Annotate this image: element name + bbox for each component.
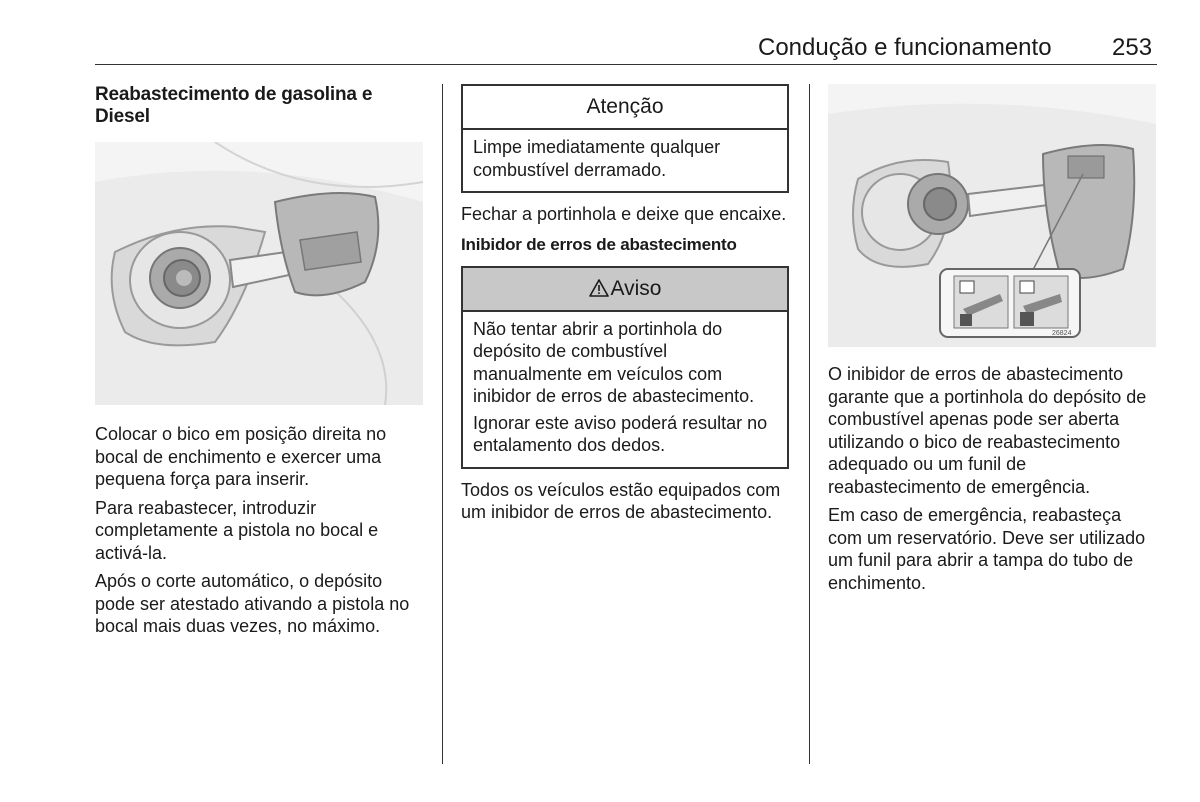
misfuel-inhibitor-illustration bbox=[828, 84, 1156, 347]
warning-text: Não tentar abrir a portinhola do depósito de combustível manualmente em veículos com inibidor de erros de abastecimento. bbox=[473, 318, 755, 406]
column-2 bbox=[461, 84, 789, 530]
warning-title: Aviso bbox=[610, 276, 662, 300]
fuel-door-illustration bbox=[95, 142, 423, 405]
warning-text: Ignorar este aviso poderá resultar no entalamento dos dedos. bbox=[473, 412, 768, 455]
body-paragraph: Após o corte automático, o depósito pode ser atestado ativando a pistola no bocal mais duas vezes, no máximo. bbox=[95, 571, 410, 636]
body-paragraph: Para reabastecer, introduzir completamente a pistola no bocal e activá-la. bbox=[95, 497, 379, 563]
attention-text: Limpe imediatamente qualquer combustível derramado. bbox=[473, 137, 721, 180]
section-heading: Reabastecimento de gasolina e Diesel bbox=[95, 84, 373, 127]
body-paragraph: O inibidor de erros de abastecimento garante que a portinhola do depósito de combustível apenas pode ser aberta utilizando o bico de reabastecimento adequado ou um funil de reabastecimento de emergência. bbox=[828, 364, 1147, 497]
warning-triangle-icon bbox=[589, 279, 609, 297]
warning-box bbox=[461, 266, 789, 469]
body-paragraph: Fechar a portinhola e deixe que encaixe. bbox=[461, 204, 787, 224]
subsection-heading: Inibidor de erros de abastecimento bbox=[461, 234, 737, 254]
header-divider bbox=[95, 64, 1157, 65]
section-title: Condução e funcionamento bbox=[758, 34, 1052, 61]
column-divider-2 bbox=[809, 84, 810, 764]
body-paragraph: Em caso de emergência, reabasteça com um reservatório. Deve ser utilizado um funil para abrir a tampa do tubo de enchimento. bbox=[828, 505, 1146, 593]
body-paragraph: Todos os veículos estão equipados com um inibidor de erros de abastecimento. bbox=[461, 479, 781, 522]
attention-box bbox=[461, 84, 789, 193]
column-divider-1 bbox=[442, 84, 443, 764]
column-1 bbox=[95, 84, 425, 644]
figure-code: 26824 bbox=[1052, 330, 1072, 337]
page-number: 253 bbox=[1112, 34, 1153, 61]
warning-header bbox=[463, 268, 787, 312]
attention-title: Atenção bbox=[463, 86, 787, 130]
body-paragraph: Colocar o bico em posição direita no bocal de enchimento e exercer uma pequena força para inserir. bbox=[95, 424, 387, 489]
column-3 bbox=[828, 84, 1158, 600]
